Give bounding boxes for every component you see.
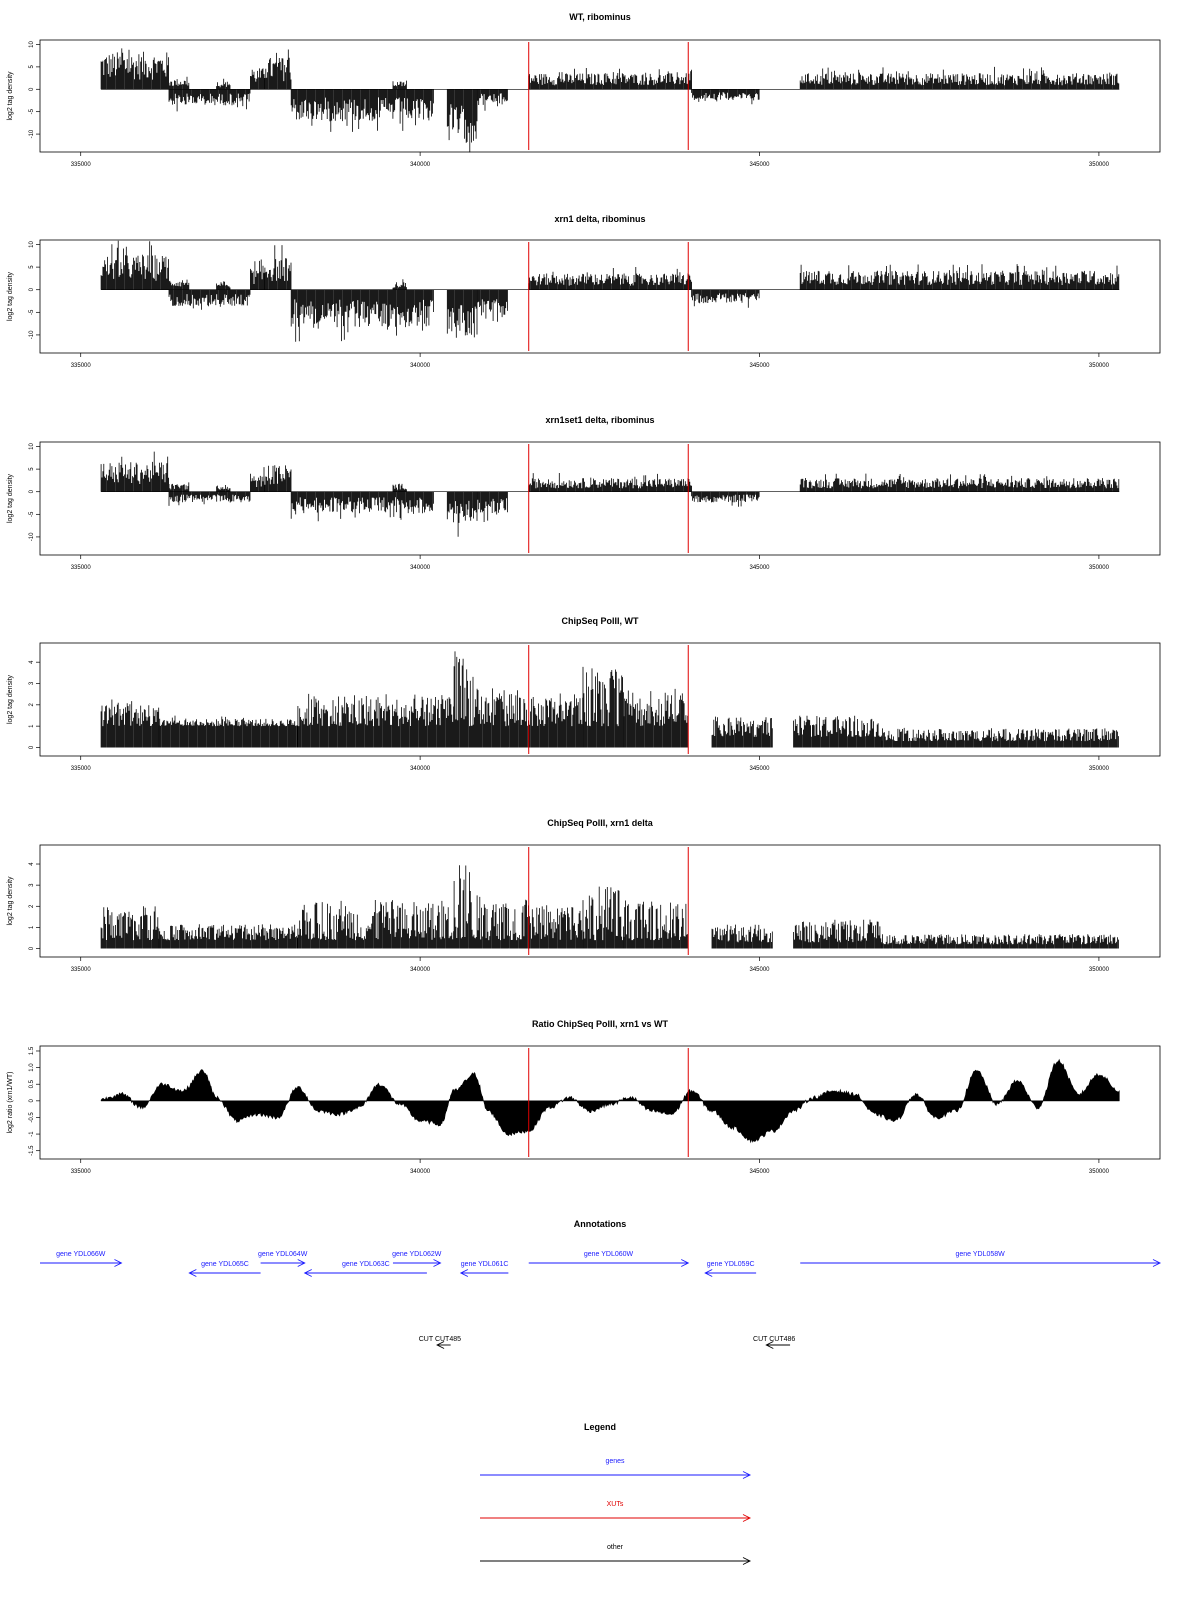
bar-segment-11 [529,68,692,89]
chart-panel-6 [7,1019,1160,1175]
x-tick-label: 345000 [749,1169,770,1175]
bar-segment-9 [447,290,477,338]
y-tick-label: 1.5 [29,1046,35,1056]
bar-segment-1 [101,700,159,748]
y-tick-label: 4 [29,862,35,866]
bar-segment-5 [250,260,264,290]
bar-segment-3 [169,89,250,111]
legend-label-genes: genes [605,1458,625,1465]
bar-segment-9 [447,492,477,537]
chart-title: xrn1 delta, ribominus [554,214,646,224]
gene-label-1: gene YDL066W [56,1251,106,1258]
bar-segment-12 [692,89,760,104]
bar-segment-6 [264,245,291,290]
bar-segment-13 [800,264,1119,290]
bar-segment-8 [393,81,407,90]
legend-label-xuts: XUTs [606,1501,624,1508]
bar-segment-2 [169,482,189,491]
x-tick-label: 345000 [749,967,770,973]
bar-segment-10 [478,89,508,111]
gene-label-6: gene YDL061C [460,1261,509,1268]
y-tick-label: 4 [29,660,35,664]
y-tick-label: 1 [29,724,35,728]
x-tick-label: 340000 [410,766,431,772]
bar-segment-11 [529,473,692,492]
gene-label-9: gene YDL058W [955,1251,1005,1258]
chart-title: xrn1set1 delta, ribominus [545,415,655,425]
bar-segment-13 [800,67,1119,89]
y-tick-label: -1 [29,1131,35,1137]
gene-label-5: gene YDL062W [392,1251,442,1258]
chart-title: ChipSeq PolII, WT [561,616,639,626]
bar-segment-8 [624,901,688,949]
cut-label-2: CUT CUT486 [753,1336,796,1343]
legend-arrow-other [480,1558,750,1565]
x-tick-label: 350000 [1088,363,1109,369]
x-tick-label: 350000 [1088,766,1109,772]
bar-segment-4 [217,79,231,90]
legend-arrow-xuts [480,1515,750,1522]
bar-segment-12 [692,290,760,308]
bar-segment-6 [529,905,583,948]
legend [480,1422,750,1565]
bar-segment-4 [217,485,231,492]
bar-segment-13 [800,474,1119,492]
gene-arrow-9 [800,1260,1160,1267]
bar-segment-10 [478,290,508,322]
y-tick-label: 0 [29,946,35,951]
chart-title: ChipSeq PolII, xrn1 delta [547,818,653,828]
bar-segment-4 [217,281,231,289]
x-tick-label: 345000 [749,565,770,571]
y-axis-label: log2 tag density [7,674,14,725]
gene-arrow-1 [40,1260,121,1267]
y-tick-label: 5 [29,467,35,471]
x-tick-label: 335000 [70,766,91,772]
bar-segment-1 [101,48,169,89]
bar-segment-2 [169,280,189,290]
bar-segment-11 [882,934,1119,948]
bar-segment-1 [101,452,169,492]
bar-segment-11 [882,728,1119,748]
bar-segment-3 [169,492,250,506]
bar-segment-9 [712,925,772,949]
bar-segment-11 [529,267,692,290]
chart-panel-4 [7,616,1160,772]
y-tick-label: 10 [29,443,35,450]
y-tick-label: -10 [29,330,35,340]
x-tick-label: 340000 [410,967,431,973]
bar-segment-12 [692,492,760,507]
chart-panel-5 [7,818,1160,973]
y-tick-label: -10 [29,129,35,139]
x-tick-label: 335000 [70,565,91,571]
bar-segment-4 [454,865,474,948]
legend-arrow-genes [480,1472,750,1479]
x-tick-label: 350000 [1088,1169,1109,1175]
legend-title: Legend [583,1422,617,1432]
y-tick-label: 2 [29,904,35,908]
x-tick-label: 335000 [70,162,91,168]
y-tick-label: -5 [29,109,35,115]
gene-label-3: gene YDL064W [258,1251,308,1258]
y-tick-label: -1.5 [29,1145,35,1156]
x-tick-label: 340000 [410,162,431,168]
chart-panel-1 [7,12,1160,168]
bar-segment-10 [794,920,882,949]
y-tick-label: -10 [29,532,35,542]
bar-segment-10 [794,716,882,748]
y-axis-label: log2 tag density [7,473,14,524]
y-tick-label: 1 [29,925,35,930]
y-tick-label: -5 [29,511,35,517]
gene-arrow-3 [261,1260,305,1267]
legend-label-other: other [607,1544,623,1551]
y-axis-label: log2 tag density [7,271,14,322]
bar-segment-4 [454,651,474,747]
x-tick-label: 340000 [410,363,431,369]
bar-segment-3 [298,900,454,949]
y-axis-label: log2 ratio (xrn1/WT) [7,1071,14,1134]
chart-title: Ratio ChipSeq PolII, xrn1 vs WT [531,1019,669,1029]
chart-panel-2 [7,214,1160,369]
annotations-panel [40,1219,1160,1349]
bar-segment-2 [159,924,298,948]
y-tick-label: 10 [29,241,35,248]
x-tick-label: 350000 [1088,162,1109,168]
bar-segment-1 [101,906,159,948]
bar-segment-3 [298,694,454,748]
chart-panel-3 [7,415,1160,571]
bar-segment-5 [250,68,264,89]
bar-segment-3 [169,290,250,310]
x-tick-label: 350000 [1088,565,1109,571]
y-tick-label: -0.5 [29,1112,35,1123]
bar-segment-5 [250,474,264,492]
x-tick-label: 335000 [70,1169,91,1175]
gene-arrow-4 [305,1270,427,1277]
bar-segment-9 [447,89,477,152]
y-axis-label: log2 tag density [7,876,14,926]
gene-arrow-7 [529,1260,689,1267]
gene-label-7: gene YDL060W [583,1251,634,1258]
cut-label-1: CUT CUT485 [418,1336,462,1343]
y-tick-label: 5 [29,265,35,269]
bar-segment-10 [478,492,508,522]
y-axis-label: log2 tag density [7,71,14,121]
x-tick-label: 345000 [749,363,770,369]
chart-title: WT, ribominus [569,12,631,22]
bar-segment-6 [264,50,291,90]
bar-segment-8 [393,484,407,492]
bar-segment-1 [101,241,169,290]
y-tick-label: 0.5 [29,1080,35,1089]
bar-segment-7 [291,492,433,522]
y-tick-label: 2 [29,703,35,707]
bar-segment-8 [624,689,688,748]
x-tick-label: 340000 [410,565,431,571]
y-tick-label: 0 [29,1099,35,1103]
x-tick-label: 345000 [749,766,770,772]
gene-arrow-2 [189,1270,260,1277]
x-tick-label: 335000 [70,967,91,973]
y-tick-label: -5 [29,309,35,315]
bar-segment-2 [169,77,189,90]
y-tick-label: 3 [29,883,35,887]
bar-segment-5 [474,895,528,948]
bar-segment-7 [583,667,624,748]
gene-arrow-6 [461,1270,509,1277]
bar-segment-7 [291,89,433,132]
bar-segment-7 [291,290,433,342]
bar-segment-7 [583,887,624,949]
x-tick-label: 345000 [749,162,770,168]
bar-segment-6 [264,465,291,491]
gene-arrow-8 [705,1270,756,1277]
x-tick-label: 340000 [410,1169,431,1175]
y-tick-label: 3 [29,681,35,686]
gene-label-4: gene YDL063C [341,1261,390,1268]
y-tick-label: 0 [29,87,35,91]
y-tick-label: 0 [29,490,35,494]
y-tick-label: 0 [29,745,35,750]
gene-label-8: gene YDL059C [706,1261,755,1268]
y-tick-label: 1.0 [29,1063,35,1072]
annotations-title: Annotations [573,1219,627,1229]
bar-segment-2 [159,716,298,748]
bar-segment-9 [712,717,772,748]
bar-segment-6 [529,694,583,748]
bar-segment-5 [474,688,528,747]
y-tick-label: 0 [29,288,35,292]
gene-arrow-5 [393,1260,441,1267]
y-tick-label: 5 [29,65,35,69]
gene-label-2: gene YDL065C [201,1261,249,1268]
x-tick-label: 335000 [70,363,91,369]
x-tick-label: 350000 [1088,967,1109,973]
y-tick-label: 10 [29,41,35,48]
bar-segment-8 [393,279,407,290]
